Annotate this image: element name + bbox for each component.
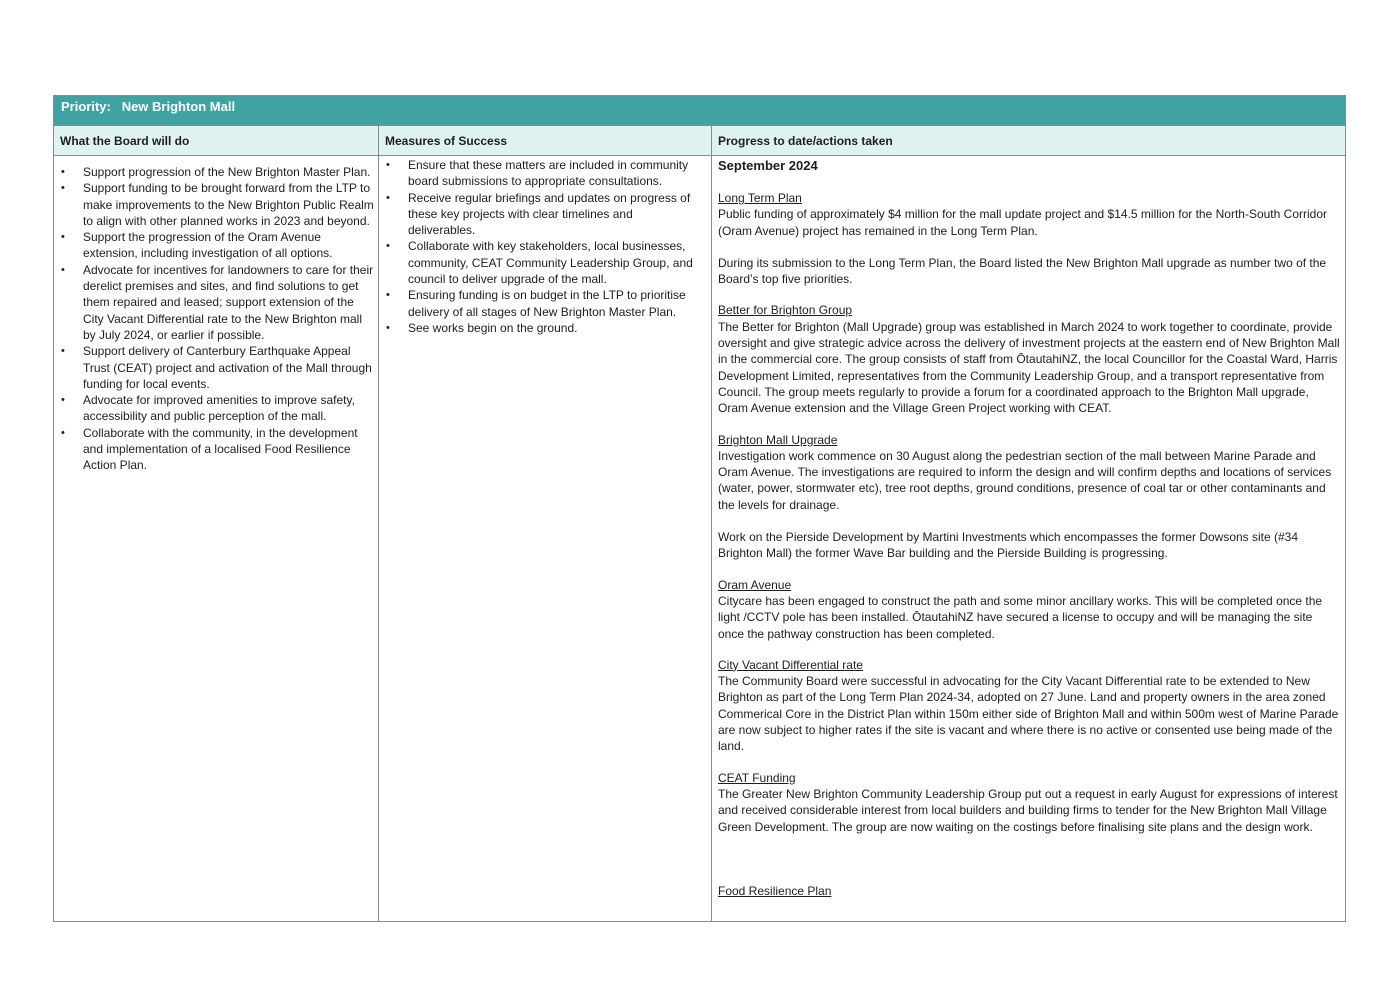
column-header-measures: Measures of Success [385,134,508,148]
section-heading: Brighton Mall Upgrade [718,432,838,447]
priority-label: Priority: [61,99,111,114]
section-heading: Oram Avenue [718,577,792,592]
list-item: • Receive regular briefings and updates on progress of these key projects with clear timelines and deliverables. [381,190,701,239]
priority-table [53,95,1346,922]
list-item: • Support delivery of Canterbury Earthquake Appeal Trust (CEAT) project and activation of the Mall through funding for local events. [56,343,374,392]
list-item: • Ensuring funding is on budget in the LTP to prioritise delivery of all stages of New Brighton Master Plan. [381,287,701,320]
list-item: • Support funding to be brought forward from the LTP to make improvements to the New Brighton Public Realm to align with other planned works in 2023 and beyond. [56,180,374,229]
ceat-funding-section [718,770,1340,835]
paragraph: The Community Board were successful in advocating for the City Vacant Differential rate to be extended to New Brighton as part of the Long Term Plan 2024-34, adopted on 27 June. Land and property owners in the area zoned Commerical Core in the District Plan within 150m either side of Brighton Mall and within 500m west of Marine Parade are now subject to higher rates if the site is vacant and where there is no active or consented use being made of the land. [718,674,1339,754]
paragraph: The Better for Brighton (Mall Upgrade) group was established in March 2024 to work together to coordinate, provide oversight and give strategic advice across the delivery of investment projects at the eastern end of New Brighton Mall in the commercial core. The group consists of staff from ŌtautahiNZ, the local Councillor for the Coastal Ward, Harris Development Limited, representatives from the Community Leadership Group, and a transport representative from Council. The group meets regularly to provide a forum for a coordinated approach to the Brighton Mall upgrade, Oram Avenue extension and the Village Green Project working with CEAT. [718,319,1340,416]
column-header-row [54,126,1345,156]
paragraph: Work on the Pierside Development by Martini Investments which encompasses the former Dowsons site (#34 Brighton Mall) the former Wave Bar building and the Pierside Building is progressing. [718,530,1299,561]
long-term-plan-section [718,190,1340,287]
paragraph: Investigation work commence on 30 August along the pedestrian section of the mall between Marine Parade and Oram Avenue. The investigations are required to inform the design and will confirm depths and locations of services (water, power, stormwater etc), tree root depths, ground conditions, presence of coal tar or other contaminants and the levels for drainage. [718,448,1332,512]
food-resilience-section [718,883,1340,899]
better-for-brighton-section [718,302,1340,416]
paragraph: During its submission to the Long Term Plan, the Board listed the New Brighton Mall upgrade as number two of the Board’s top five priorities. [718,255,1327,287]
section-heading: Food Resilience Plan [718,883,832,898]
column-header-board-actions: What the Board will do [60,134,190,148]
board-actions-cell [54,157,378,921]
paragraph: Citycare has been engaged to construct the path and some minor ancillary works. This will be completed once the light /CCTV pole has been installed. ŌtautahiNZ have secured a license to occupy and will be managing the site once the pathway construction has been completed. [718,593,1323,641]
progress-cell [712,157,1346,921]
section-heading: CEAT Funding [718,770,796,785]
list-item: • Support the progression of the Oram Avenue extension, including investigation of all options. [56,229,374,262]
list-item: • Advocate for incentives for landowners to care for their derelict premises and sites, and find solutions to get them repaired and leased; support extension of the City Vacant Differential rate to the New Brighton mall by July 2024, or earlier if possible. [56,262,374,343]
vacant-rate-section [718,657,1340,755]
progress-date: September 2024 [718,158,818,173]
paragraph: Public funding of approximately $4 million for the mall update project and $14.5 million for the North-South Corridor (Oram Avenue) project has remained in the Long Term Plan. [718,207,1327,238]
column-header-progress: Progress to date/actions taken [718,134,893,148]
list-item: • Support progression of the New Brighton Master Plan. [56,164,374,180]
section-heading: Long Term Plan [718,191,802,205]
list-item: • See works begin on the ground. [381,320,701,336]
list-item: • Ensure that these matters are included in community board submissions to appropriate consultations. [381,157,701,190]
priority-banner [54,96,1345,126]
list-item: • Advocate for improved amenities to improve safety, accessibility and public perception of the mall. [56,392,374,425]
mall-upgrade-section [718,432,1340,562]
paragraph: The Greater New Brighton Community Leadership Group put out a request in early August for expressions of interest and received considerable interest from local builders and building firms to tender for the New Brighton Mall Village Green Development. The group are now waiting on the costings before finalising site plans and the design work. [718,786,1338,834]
list-item: • Collaborate with the community, in the development and implementation of a localised Food Resilience Action Plan. [56,425,374,474]
list-item: • Collaborate with key stakeholders, local businesses, community, CEAT Community Leadership Group, and council to deliver upgrade of the mall. [381,238,701,287]
measures-list [381,157,701,336]
priority-title: New Brighton Mall [121,99,236,114]
oram-avenue-section [718,577,1340,642]
section-heading: City Vacant Differential rate [718,657,863,672]
board-actions-list [56,164,374,474]
section-heading: Better for Brighton Group [718,303,853,318]
measures-cell [379,157,711,921]
